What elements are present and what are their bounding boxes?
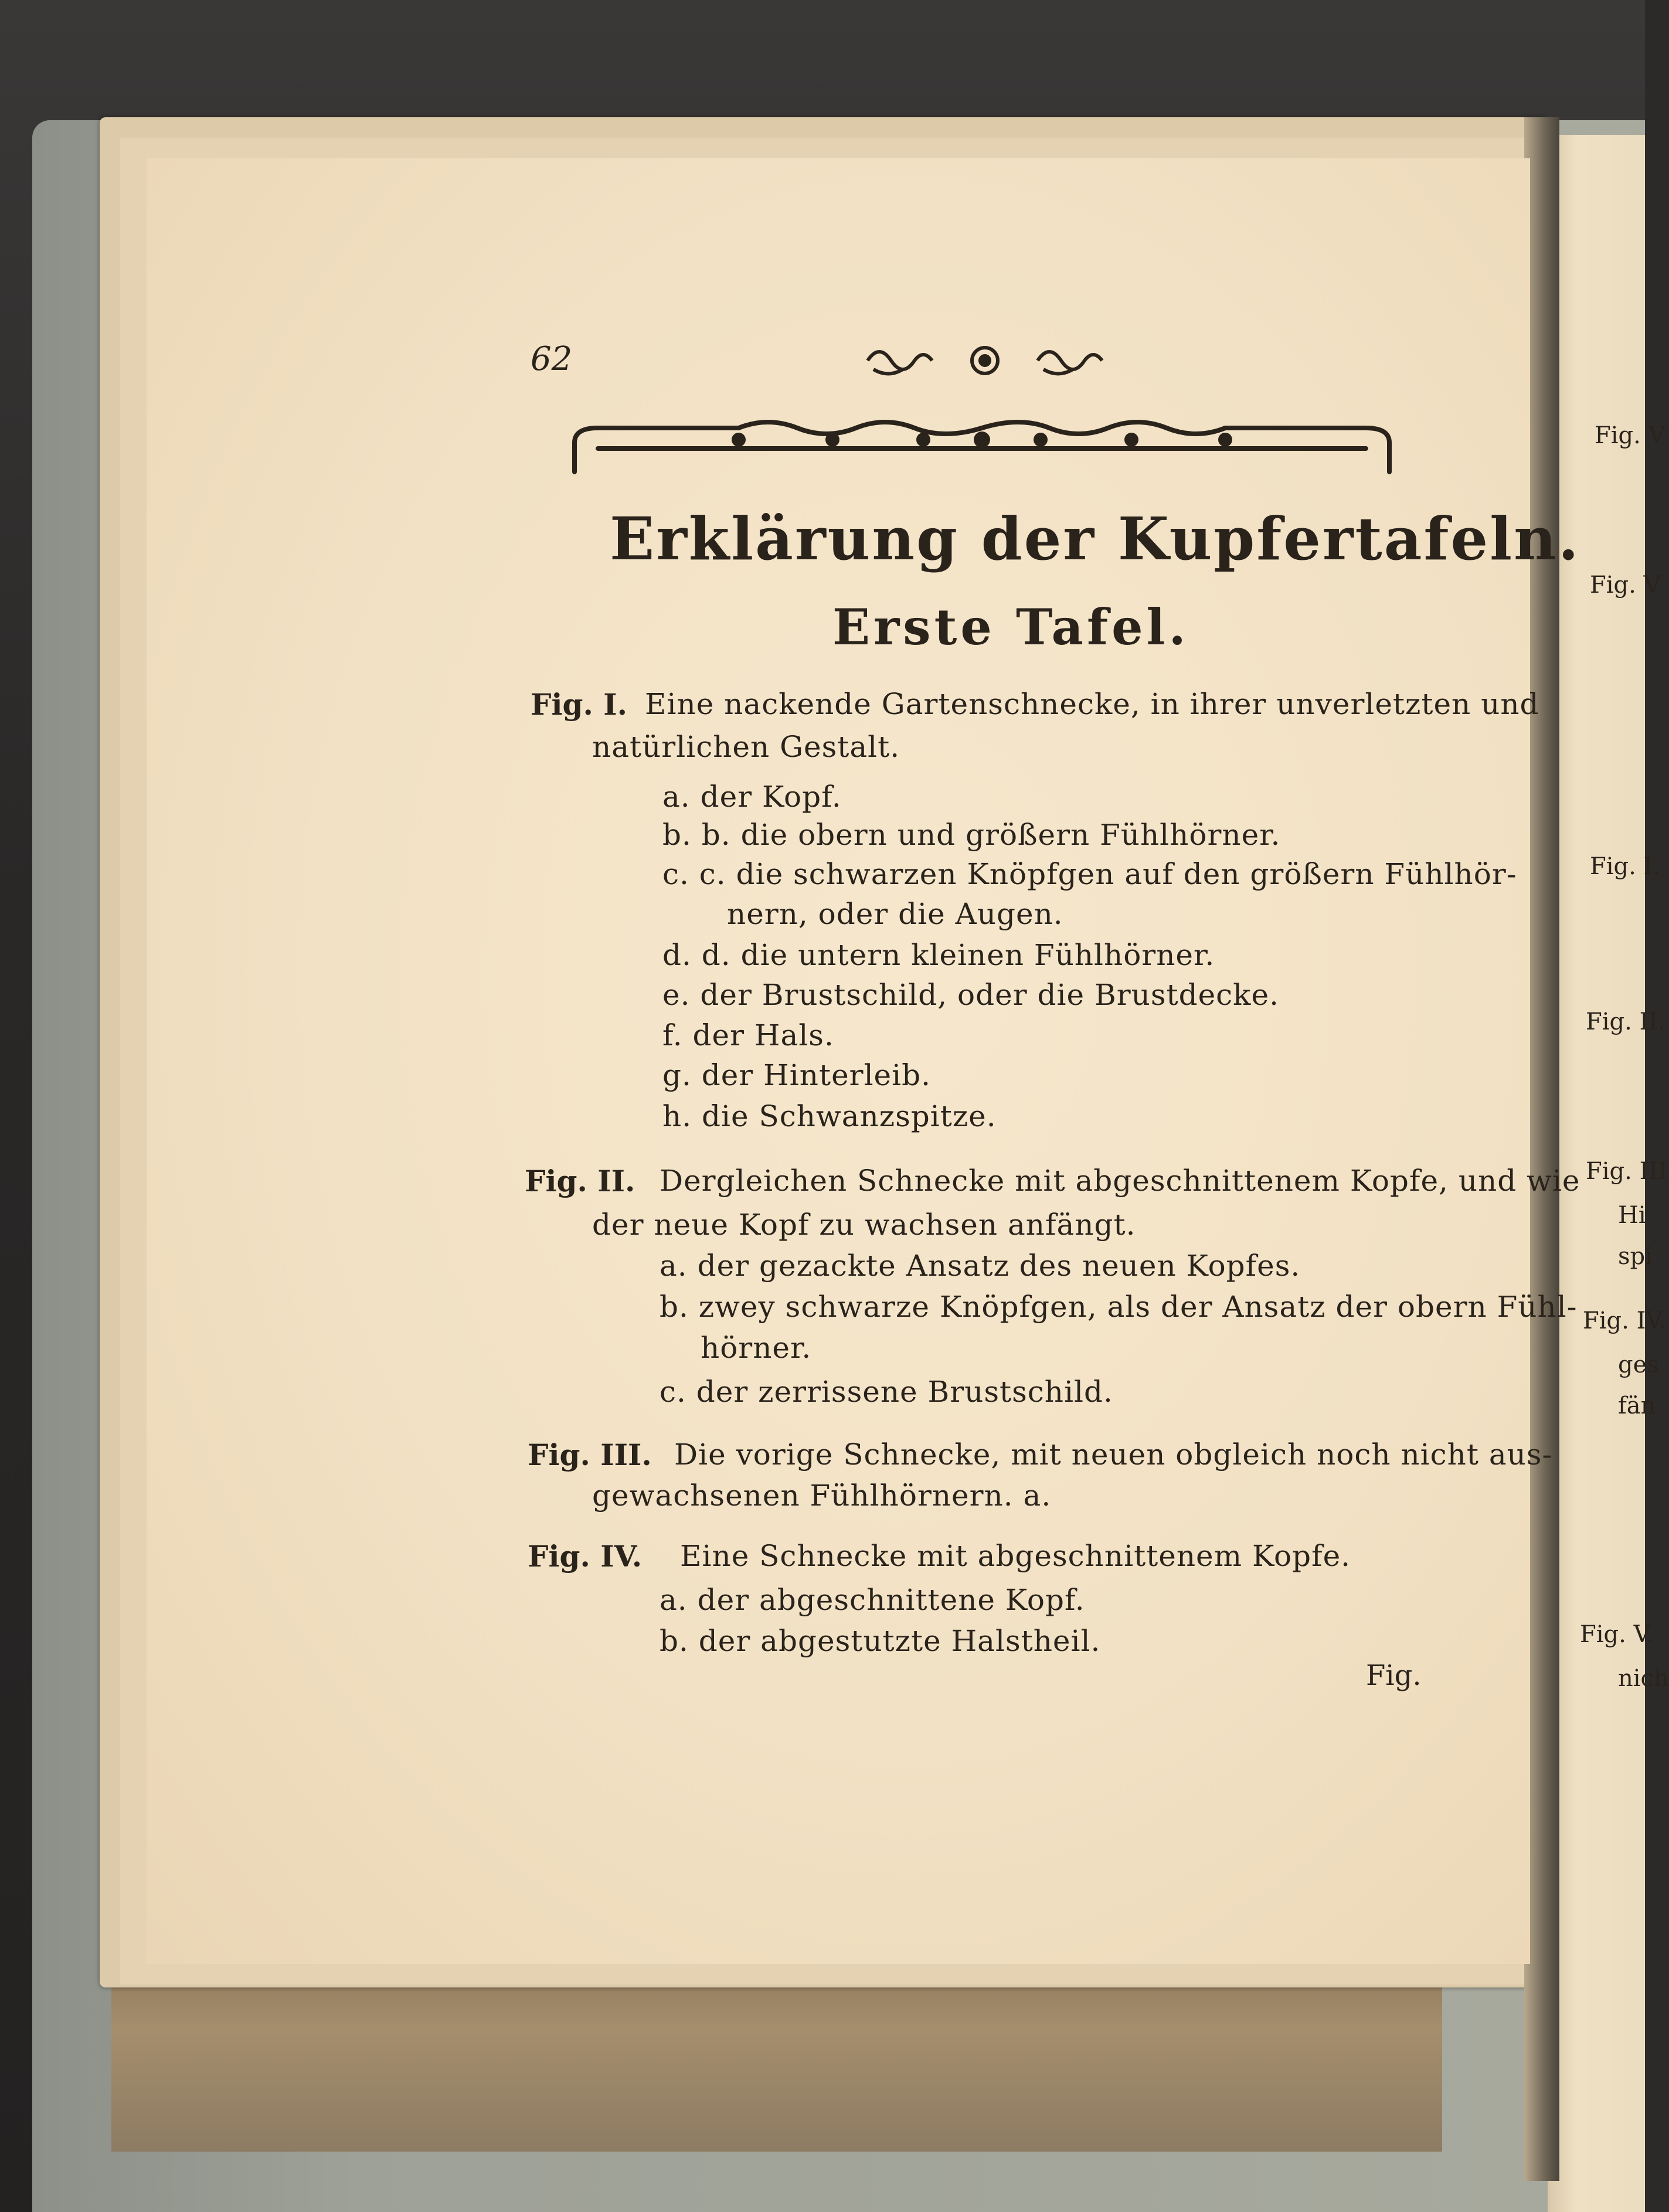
list-item: f. der Hals. bbox=[662, 1018, 834, 1052]
fig-description: Eine Schnecke mit abgeschnittenem Kopfe. bbox=[680, 1539, 1351, 1573]
fig-description: natürlichen Gestalt. bbox=[592, 730, 900, 764]
list-item: b. zwey schwarze Knöpfgen, als der Ansatz der obern Fühl- bbox=[660, 1290, 1578, 1324]
catchword: Fig. bbox=[1366, 1659, 1422, 1692]
list-item: e. der Brustschild, oder die Brustdecke. bbox=[662, 978, 1279, 1012]
list-item: a. der gezackte Ansatz des neuen Kopfes. bbox=[660, 1249, 1301, 1283]
facing-page-fragment: Fig. I. bbox=[1590, 853, 1661, 880]
fig-label: Fig. IV. bbox=[528, 1539, 643, 1574]
fig-description: Eine nackende Gartenschnecke, in ihrer unverletzten und bbox=[645, 687, 1539, 721]
page-title: Erklärung der Kupfertafeln. bbox=[610, 504, 1580, 573]
fig-description: Die vorige Schnecke, mit neuen obgleich noch nicht aus- bbox=[674, 1438, 1553, 1472]
list-item: c. der zerrissene Brustschild. bbox=[660, 1375, 1113, 1409]
facing-page-fragment: fän bbox=[1618, 1392, 1656, 1419]
list-item: b. b. die obern und größern Fühlhörner. bbox=[662, 818, 1281, 852]
facing-page-fragment: nich bbox=[1618, 1665, 1669, 1692]
list-item: a. der Kopf. bbox=[662, 780, 842, 814]
list-item: g. der Hinterleib. bbox=[662, 1058, 932, 1092]
facing-page-fragment: Fig. III bbox=[1586, 1158, 1667, 1185]
facing-page-fragment: Hi bbox=[1618, 1202, 1646, 1229]
list-item: hörner. bbox=[701, 1331, 812, 1365]
fig-label: Fig. III. bbox=[528, 1438, 652, 1472]
facing-page-fragment: Fig. V bbox=[1595, 422, 1665, 449]
fig-label: Fig. I. bbox=[531, 687, 628, 722]
page-number: 62 bbox=[531, 340, 573, 378]
list-item: d. d. die untern kleinen Fühlhörner. bbox=[662, 938, 1215, 972]
facing-page-fragment: Fig. II. bbox=[1586, 1008, 1665, 1035]
list-item: h. die Schwanzspitze. bbox=[662, 1099, 997, 1133]
facing-page-fragment: ges bbox=[1618, 1351, 1659, 1378]
fig-description: Dergleichen Schnecke mit abgeschnittenem Kopfe, und wie bbox=[660, 1164, 1580, 1198]
facing-page-fragment: Fig. V bbox=[1590, 572, 1661, 599]
facing-page-fragment: spi bbox=[1618, 1243, 1653, 1270]
header-ornament-icon bbox=[862, 337, 1108, 384]
plate-subtitle: Erste Tafel. bbox=[832, 598, 1189, 656]
list-item: a. der abgeschnittene Kopf. bbox=[660, 1583, 1085, 1617]
fig-label: Fig. II. bbox=[525, 1164, 635, 1198]
facing-page-fragment: Fig. V. bbox=[1580, 1621, 1654, 1648]
list-item: b. der abgestutzte Halstheil. bbox=[660, 1624, 1101, 1658]
facing-page-fragment: Fig. IV. bbox=[1583, 1307, 1666, 1334]
fig-description: gewachsenen Fühlhörnern. a. bbox=[592, 1479, 1052, 1513]
fig-description: der neue Kopf zu wachsen anfängt. bbox=[592, 1208, 1136, 1242]
list-item: c. c. die schwarzen Knöpfgen auf den größern Fühlhör- bbox=[662, 857, 1517, 891]
decorative-band-icon bbox=[563, 413, 1401, 478]
list-item: nern, oder die Augen. bbox=[727, 897, 1063, 931]
